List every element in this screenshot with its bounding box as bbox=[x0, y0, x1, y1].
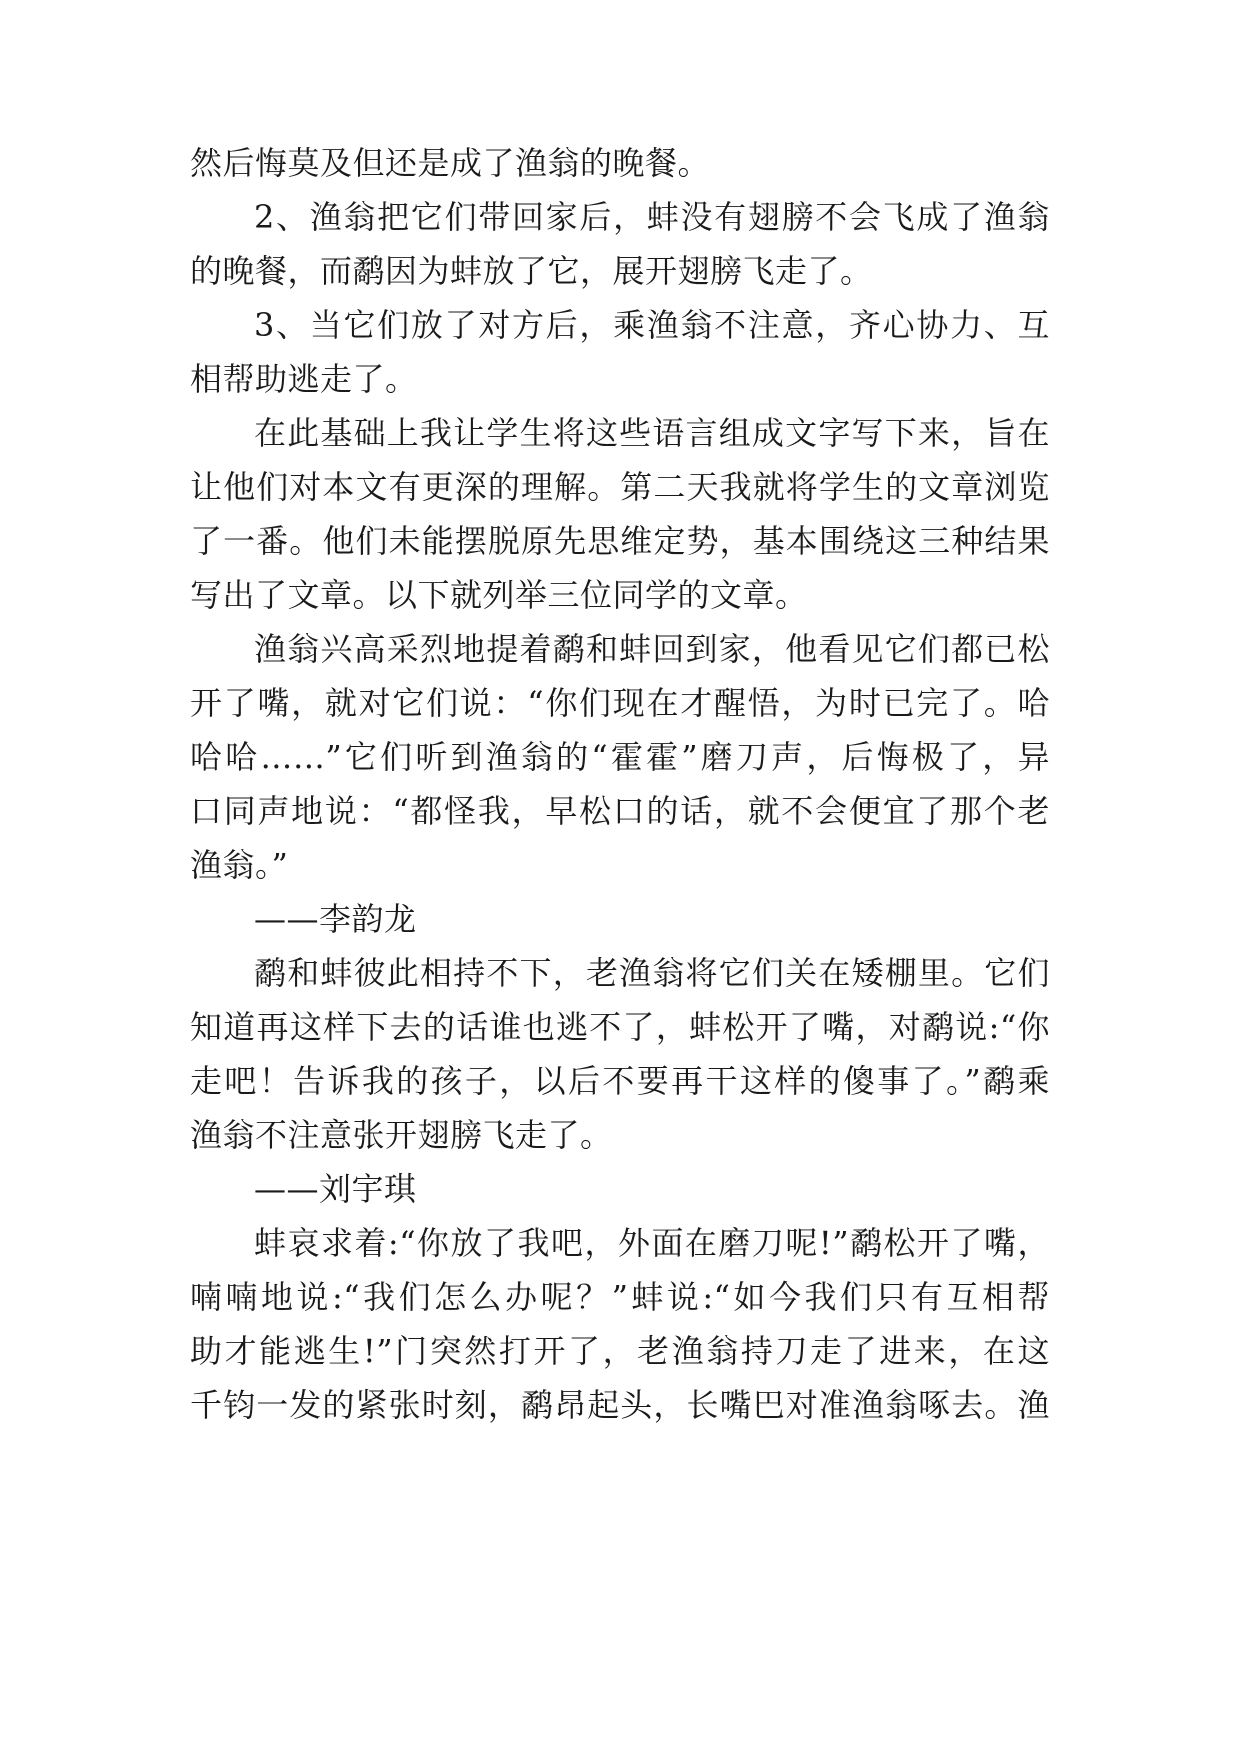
text-line: 了一番。他们未能摆脱原先思维定势，基本围绕这三种结果 bbox=[190, 522, 1050, 560]
text-line: 走吧！告诉我的孩子，以后不要再干这样的傻事了。”鹬乘 bbox=[190, 1062, 1050, 1100]
text-line: 2、渔翁把它们带回家后，蚌没有翅膀不会飞成了渔翁 bbox=[254, 198, 1050, 236]
text-line: 相帮助逃走了。 bbox=[190, 360, 418, 398]
text-line: 的晚餐，而鹬因为蚌放了它，展开翅膀飞走了。 bbox=[190, 252, 873, 290]
text-line: 渔翁兴高采烈地提着鹬和蚌回到家，他看见它们都已松 bbox=[254, 630, 1050, 668]
text-line: 千钧一发的紧张时刻，鹬昂起头，长嘴巴对准渔翁啄去。渔 bbox=[190, 1386, 1050, 1424]
text-line: 鹬和蚌彼此相持不下，老渔翁将它们关在矮棚里。它们 bbox=[254, 954, 1050, 992]
text-line: 助才能逃生!”门突然打开了，老渔翁持刀走了进来，在这 bbox=[190, 1332, 1050, 1370]
text-line: 渔翁不注意张开翅膀飞走了。 bbox=[190, 1116, 613, 1154]
text-line: 然后悔莫及但还是成了渔翁的晚餐。 bbox=[190, 144, 711, 182]
text-line: 写出了文章。以下就列举三位同学的文章。 bbox=[190, 576, 808, 614]
text-line: 3、当它们放了对方后，乘渔翁不注意，齐心协力、互 bbox=[254, 306, 1050, 344]
text-line: 知道再这样下去的话谁也逃不了，蚌松开了嘴，对鹬说:“你 bbox=[190, 1008, 1050, 1046]
text-line: 开了嘴，就对它们说：“你们现在才醒悟，为时已完了。哈 bbox=[190, 684, 1050, 722]
text-line: 哈哈……”它们听到渔翁的“霍霍”磨刀声，后悔极了，异 bbox=[190, 738, 1050, 776]
text-line: 渔翁。” bbox=[190, 846, 289, 884]
author-attribution: ——李韵龙 bbox=[254, 900, 417, 938]
text-line: 口同声地说：“都怪我，早松口的话，就不会便宜了那个老 bbox=[190, 792, 1050, 830]
text-line: 蚌哀求着:“你放了我吧，外面在磨刀呢!”鹬松开了嘴， bbox=[254, 1224, 1050, 1262]
text-line: 喃喃地说:“我们怎么办呢？”蚌说:“如今我们只有互相帮 bbox=[190, 1278, 1050, 1316]
author-attribution: ——刘宇琪 bbox=[254, 1170, 417, 1208]
text-line: 在此基础上我让学生将这些语言组成文字写下来，旨在 bbox=[254, 414, 1050, 452]
text-line: 让他们对本文有更深的理解。第二天我就将学生的文章浏览 bbox=[190, 468, 1050, 506]
